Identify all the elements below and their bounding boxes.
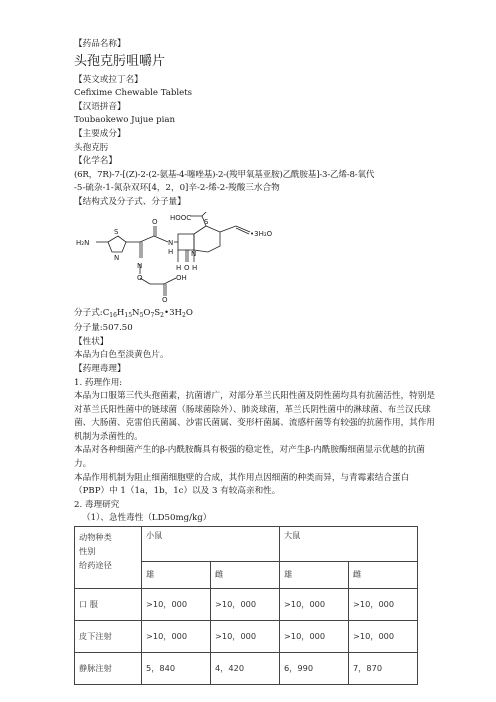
- table-cell: >10，000: [211, 589, 280, 621]
- structural-formula: [74, 212, 439, 304]
- bond-carbonyl: [140, 236, 154, 242]
- table-row: [75, 653, 418, 685]
- bond-amide: [154, 236, 168, 242]
- label-hydrate: •3H₂O: [250, 229, 273, 238]
- formula-s: S: [154, 307, 161, 318]
- formula-o: O: [143, 307, 151, 318]
- pharmacology-paragraph-2: 本品对各种细菌产生的β-内酰胺酶具有极强的稳定性，对产生β-内酰胺酶细菌显示优越的抗菌力。: [74, 445, 425, 470]
- pharmacology-paragraph-1: 本品为口服第三代头孢菌素，抗菌谱广，对部分革兰氏阳性菌及阴性菌均具有抗菌活性，特别是对革兰氏阳性菌中的链球菌（肠球菌除外）、肺炎球菌，革兰氏阴性菌中的淋球菌、布兰汉氏球菌、大肠菌、克雷伯氏菌属、沙雷氏菌属、变形杆菌属、流感杆菌等有较强的抗菌作用，其作用机制为杀菌性的。: [74, 391, 435, 442]
- formula-s-count: 2: [160, 311, 164, 319]
- label-s-thiazine: S: [204, 217, 209, 226]
- table-cell: >10，000: [142, 589, 211, 621]
- formula-c-count: 16: [109, 311, 117, 319]
- header-mouse: 小鼠: [142, 527, 280, 562]
- label-oh-acid: OH: [176, 273, 187, 282]
- label-h-b: H: [192, 263, 198, 272]
- pharmacology-paragraph-3: 本品作用机制为阻止细菌细胞壁的合成，其作用点因细菌的种类而异，与青霉素结合蛋白（PBP）中 1（1a，1b，1c）以及 3 有较高亲和性。: [74, 472, 410, 497]
- label-s-thiazole: S: [114, 227, 119, 236]
- table-cell: >10，000: [211, 621, 280, 653]
- header-sex: 性别: [79, 546, 96, 557]
- bond-vinyl: [220, 226, 236, 232]
- beta-lactam-ring: [178, 234, 194, 250]
- formula-h: H: [116, 307, 125, 318]
- formula-hydrate-count: 2: [182, 311, 186, 319]
- formula-label: 分子式:: [74, 307, 103, 318]
- row-label-oral: 口 服: [75, 589, 142, 621]
- table-cell: >10，000: [280, 621, 349, 653]
- english-name: Cefixime Chewable Tablets: [74, 88, 193, 99]
- table-cell: >10，000: [349, 589, 418, 621]
- label-n-oxime: N: [137, 261, 143, 270]
- section-heading-english: 【英文或拉丁名】: [74, 74, 143, 85]
- section-heading-ingredient: 【主要成分】: [74, 128, 126, 139]
- table-cell: >10，000: [349, 621, 418, 653]
- table-corner-header: [75, 527, 142, 589]
- toxicology-heading: 2. 毒理研究: [74, 499, 120, 510]
- section-heading-structure: 【结构式及分子式、分子量】: [74, 196, 186, 207]
- header-rat-male: 雄: [280, 561, 349, 588]
- table-cell: 7，870: [349, 653, 418, 685]
- formula-hydrate-o: O: [185, 307, 193, 318]
- section-heading-pharmacology: 【药理毒理】: [74, 363, 126, 374]
- section-heading-properties: 【性状】: [74, 336, 109, 347]
- header-route: 给药途径: [79, 560, 112, 571]
- table-cell: 4，420: [211, 653, 280, 685]
- label-h2n: H₂N: [76, 238, 90, 247]
- formula-o-count: 7: [150, 311, 155, 319]
- molecular-formula: [74, 307, 439, 323]
- row-label-subcutaneous: 皮下注射: [75, 621, 142, 653]
- label-n-lactam: N: [191, 249, 197, 258]
- table-cell: 6，990: [280, 653, 349, 685]
- section-heading-chemical-name: 【化学名】: [74, 156, 117, 167]
- formula-h-count: 15: [124, 311, 133, 319]
- table-cell: >10，000: [280, 589, 349, 621]
- formula-c: C: [102, 307, 110, 318]
- label-o-amide: O: [152, 217, 158, 226]
- structure-diagram: [74, 212, 324, 304]
- pharmacology-subheading: 1. 药理作用:: [74, 377, 123, 388]
- header-rat: 大鼠: [280, 527, 418, 562]
- molecular-weight: 分子量:507.50: [74, 323, 133, 334]
- pinyin-name: Toubaokewo Jujue pian: [74, 115, 176, 126]
- label-o-acid: O: [162, 295, 168, 304]
- acute-toxicity-heading: （1）、急性毒性（LD50mg/kg）: [82, 513, 212, 524]
- table-cell: 5，840: [142, 653, 211, 685]
- row-label-intravenous: 静脉注射: [75, 653, 142, 685]
- section-heading-drug-name: 【药品名称】: [74, 39, 126, 49]
- label-h-a: H: [176, 263, 182, 272]
- header-mouse-male: 雄: [142, 561, 211, 588]
- label-o-lactam: O: [184, 263, 190, 272]
- header-species: 动物种类: [79, 532, 112, 543]
- acute-toxicity-table: [74, 526, 418, 685]
- label-n-thiazole: N: [114, 253, 120, 262]
- formula-n: N: [132, 307, 140, 318]
- label-hooc: HOOC: [170, 213, 192, 222]
- thiazole-ring: [108, 236, 126, 252]
- table-row: [75, 589, 418, 621]
- table-cell: >10，000: [142, 621, 211, 653]
- chemical-name-line-2: -5-硫杂-1-氮杂双环[4，2，0]辛-2-烯-2-羧酸三水合物: [74, 183, 280, 194]
- formula-hydrate: •3H: [164, 307, 183, 318]
- chemical-name-line-1: (6R，7R)-7-[(Z)-2-(2-氨基-4-噻唑基)-2-(羧甲氧基亚胺)乙酰胺基]-3-乙烯-8-氧代: [74, 169, 375, 180]
- label-n-amide: N: [168, 238, 174, 247]
- properties-text: 本品为白色至淡黄色片。: [74, 350, 169, 361]
- label-h-amide: H: [168, 247, 174, 256]
- thiazine-ring: [194, 226, 220, 252]
- drug-title: 头孢克肟咀嚼片: [74, 53, 166, 69]
- formula-n-count: 5: [139, 311, 144, 319]
- section-heading-pinyin: 【汉语拼音】: [74, 101, 126, 112]
- header-rat-female: 雌: [349, 561, 418, 588]
- table-row: [75, 621, 418, 653]
- label-o-ether: O: [137, 273, 143, 282]
- document-page: [74, 38, 439, 685]
- ingredient-text: 头孢克肟: [74, 142, 109, 153]
- header-mouse-female: 雌: [211, 561, 280, 588]
